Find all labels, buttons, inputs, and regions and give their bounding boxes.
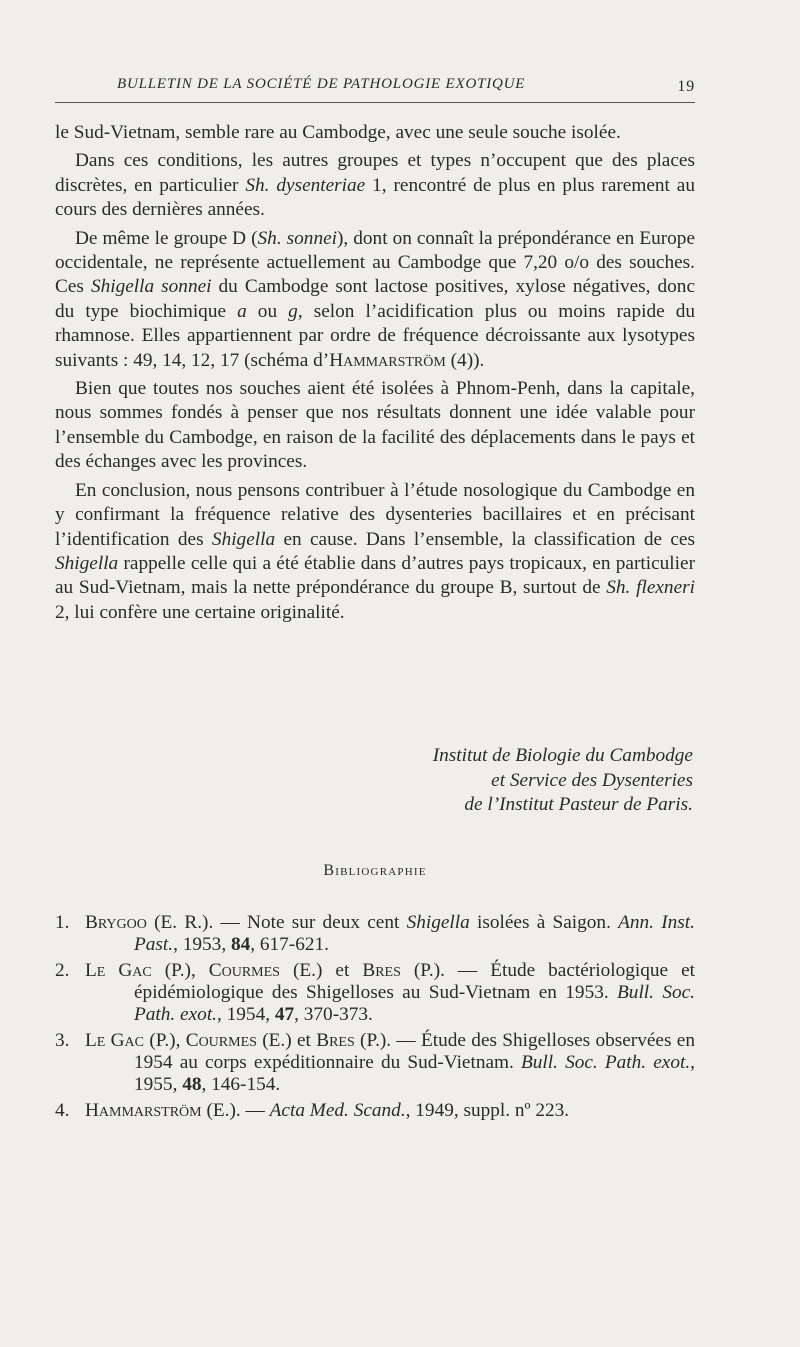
- text: (E.). —: [201, 1100, 270, 1121]
- paragraph: [55, 149, 695, 222]
- reference-item: [55, 912, 695, 956]
- species-name: Shigella: [211, 528, 276, 550]
- volume: 47: [274, 1004, 295, 1025]
- author-name: Le Gac: [85, 960, 152, 981]
- text: isolées à Saigon.: [469, 912, 619, 933]
- bibliography-heading: Bibliographie: [323, 862, 427, 879]
- reference-number: 2.: [55, 960, 70, 981]
- text: Dans ces conditions, les autres groupes et types n’occupent que des places discrètes, en particulier: [55, 150, 695, 196]
- text: du Cambodge sont lactose positives, xylose négatives, donc du type biochimique: [55, 276, 696, 322]
- reference-item: [55, 1030, 695, 1096]
- page-number: 19: [677, 78, 695, 95]
- text: rappelle celle qui a été établie dans d’autres pays tropicaux, en particulier au Sud-Vietnam, mais la nette prépondérance du groupe B, surtout de: [55, 552, 695, 599]
- paragraph: [55, 227, 695, 373]
- text: , 146-154.: [201, 1074, 281, 1095]
- text: (P.),: [151, 960, 209, 981]
- text: (E. R.). — Note sur deux cent: [146, 912, 407, 933]
- author-name: Hammarström: [329, 349, 446, 371]
- species-name: Shigella: [55, 552, 119, 574]
- reference-number: 1.: [55, 912, 70, 933]
- paragraph: [55, 121, 695, 145]
- species-name: Sh. flexneri: [606, 577, 695, 599]
- text: en cause. Dans l’ensemble, la classification de ces: [275, 528, 695, 550]
- text: (P.). — Étude des Shigelloses observées en 1954 au corps expéditionnaire du Sud-Vietnam.: [134, 1030, 695, 1073]
- paragraph: [55, 479, 695, 625]
- text: (4)).: [445, 349, 485, 371]
- author-name: Courmes: [185, 1030, 257, 1051]
- paragraph: [55, 377, 695, 475]
- text: (E.) et: [279, 960, 363, 981]
- biotype: a: [237, 300, 247, 322]
- text: De même le groupe D (: [75, 227, 258, 249]
- text: , selon l’acidification plus ou moins rapide du rhamnose. Elles appartiennent par ordre de fréquence décroissante aux lysotypes suivants : 49, 14, 12, 17 (schéma d’: [55, 300, 696, 371]
- author-name: Courmes: [208, 960, 280, 981]
- text: , 1954,: [217, 1004, 275, 1025]
- author-name: Brygoo: [85, 912, 147, 933]
- text: , 1955,: [134, 1052, 695, 1095]
- journal-name: Ann. Inst. Past.: [134, 912, 695, 955]
- text: 1, rencontré de plus en plus rarement au cours des dernières années.: [55, 174, 695, 221]
- text: (P.),: [144, 1030, 186, 1051]
- text: ou: [246, 300, 289, 322]
- text: En conclusion, nous pensons contribuer à l’étude nosologique du Cambodge en y confirmant la fréquence relative des dysenteries bacillaires et en précisant l’identification des: [55, 479, 695, 550]
- header-rule: [55, 102, 695, 103]
- institution-signature: [433, 744, 693, 818]
- signature-line: et Service des Dysenteries: [491, 769, 693, 791]
- species-name: Shigella sonnei: [90, 276, 212, 298]
- author-name: Le Gac: [85, 1030, 145, 1051]
- reference-list: [55, 912, 695, 1126]
- species-name: Sh. sonnei: [257, 227, 337, 249]
- text: le Sud-Vietnam, semble rare au Cambodge, avec une seule souche isolée.: [55, 122, 621, 143]
- body-text: [55, 121, 695, 625]
- author-name: Bres: [316, 1030, 355, 1051]
- species-name: Shigella: [406, 912, 470, 933]
- text: Bien que toutes nos souches aient été isolées à Phnom-Penh, dans la capitale, nous sommes fondés à penser que nos résultats donnent une idée valable pour l’ensemble du Cambodge, en raison de la facilité des déplacements dans le pays et des échanges avec les provinces.: [55, 378, 695, 473]
- species-name: Sh. dysenteriae: [245, 174, 366, 196]
- text: , 370-373.: [294, 1004, 373, 1025]
- reference-item: [55, 960, 695, 1026]
- journal-name: Bull. Soc. Path. exot.: [134, 982, 695, 1025]
- text: , 1949, suppl. nº 223.: [405, 1100, 570, 1121]
- text: ), dont on connaît la prépondérance en Europe occidentale, ne représente actuellement au Cambodge que 7,20 o/o des souches. Ces: [55, 227, 696, 298]
- journal-name: Acta Med. Scand.: [269, 1100, 406, 1121]
- text: , 617-621.: [250, 934, 329, 955]
- journal-name: Bull. Soc. Path. exot.: [521, 1052, 691, 1073]
- signature-line: de l’Institut Pasteur de Paris.: [464, 794, 693, 815]
- reference-item: [55, 1100, 695, 1122]
- text: (P.). — Étude bactériologique et épidémiologique des Shigelloses au Sud-Vietnam en 1953.: [134, 960, 695, 1003]
- text: , 1953,: [173, 934, 231, 955]
- text: (E.) et: [256, 1030, 317, 1051]
- author-name: Bres: [362, 960, 401, 981]
- volume: 48: [182, 1074, 202, 1095]
- text: 2, lui confère une certaine originalité.: [55, 601, 345, 623]
- author-name: Hammarström: [85, 1100, 202, 1121]
- volume: 84: [230, 934, 251, 955]
- reference-number: 3.: [55, 1030, 70, 1051]
- reference-number: 4.: [55, 1100, 70, 1121]
- journal-title: BULLETIN DE LA SOCIÉTÉ DE PATHOLOGIE EXOTIQUE: [117, 76, 526, 92]
- running-header: [55, 76, 695, 98]
- biotype: g: [288, 300, 298, 322]
- signature-line: Institut de Biologie du Cambodge: [432, 745, 693, 766]
